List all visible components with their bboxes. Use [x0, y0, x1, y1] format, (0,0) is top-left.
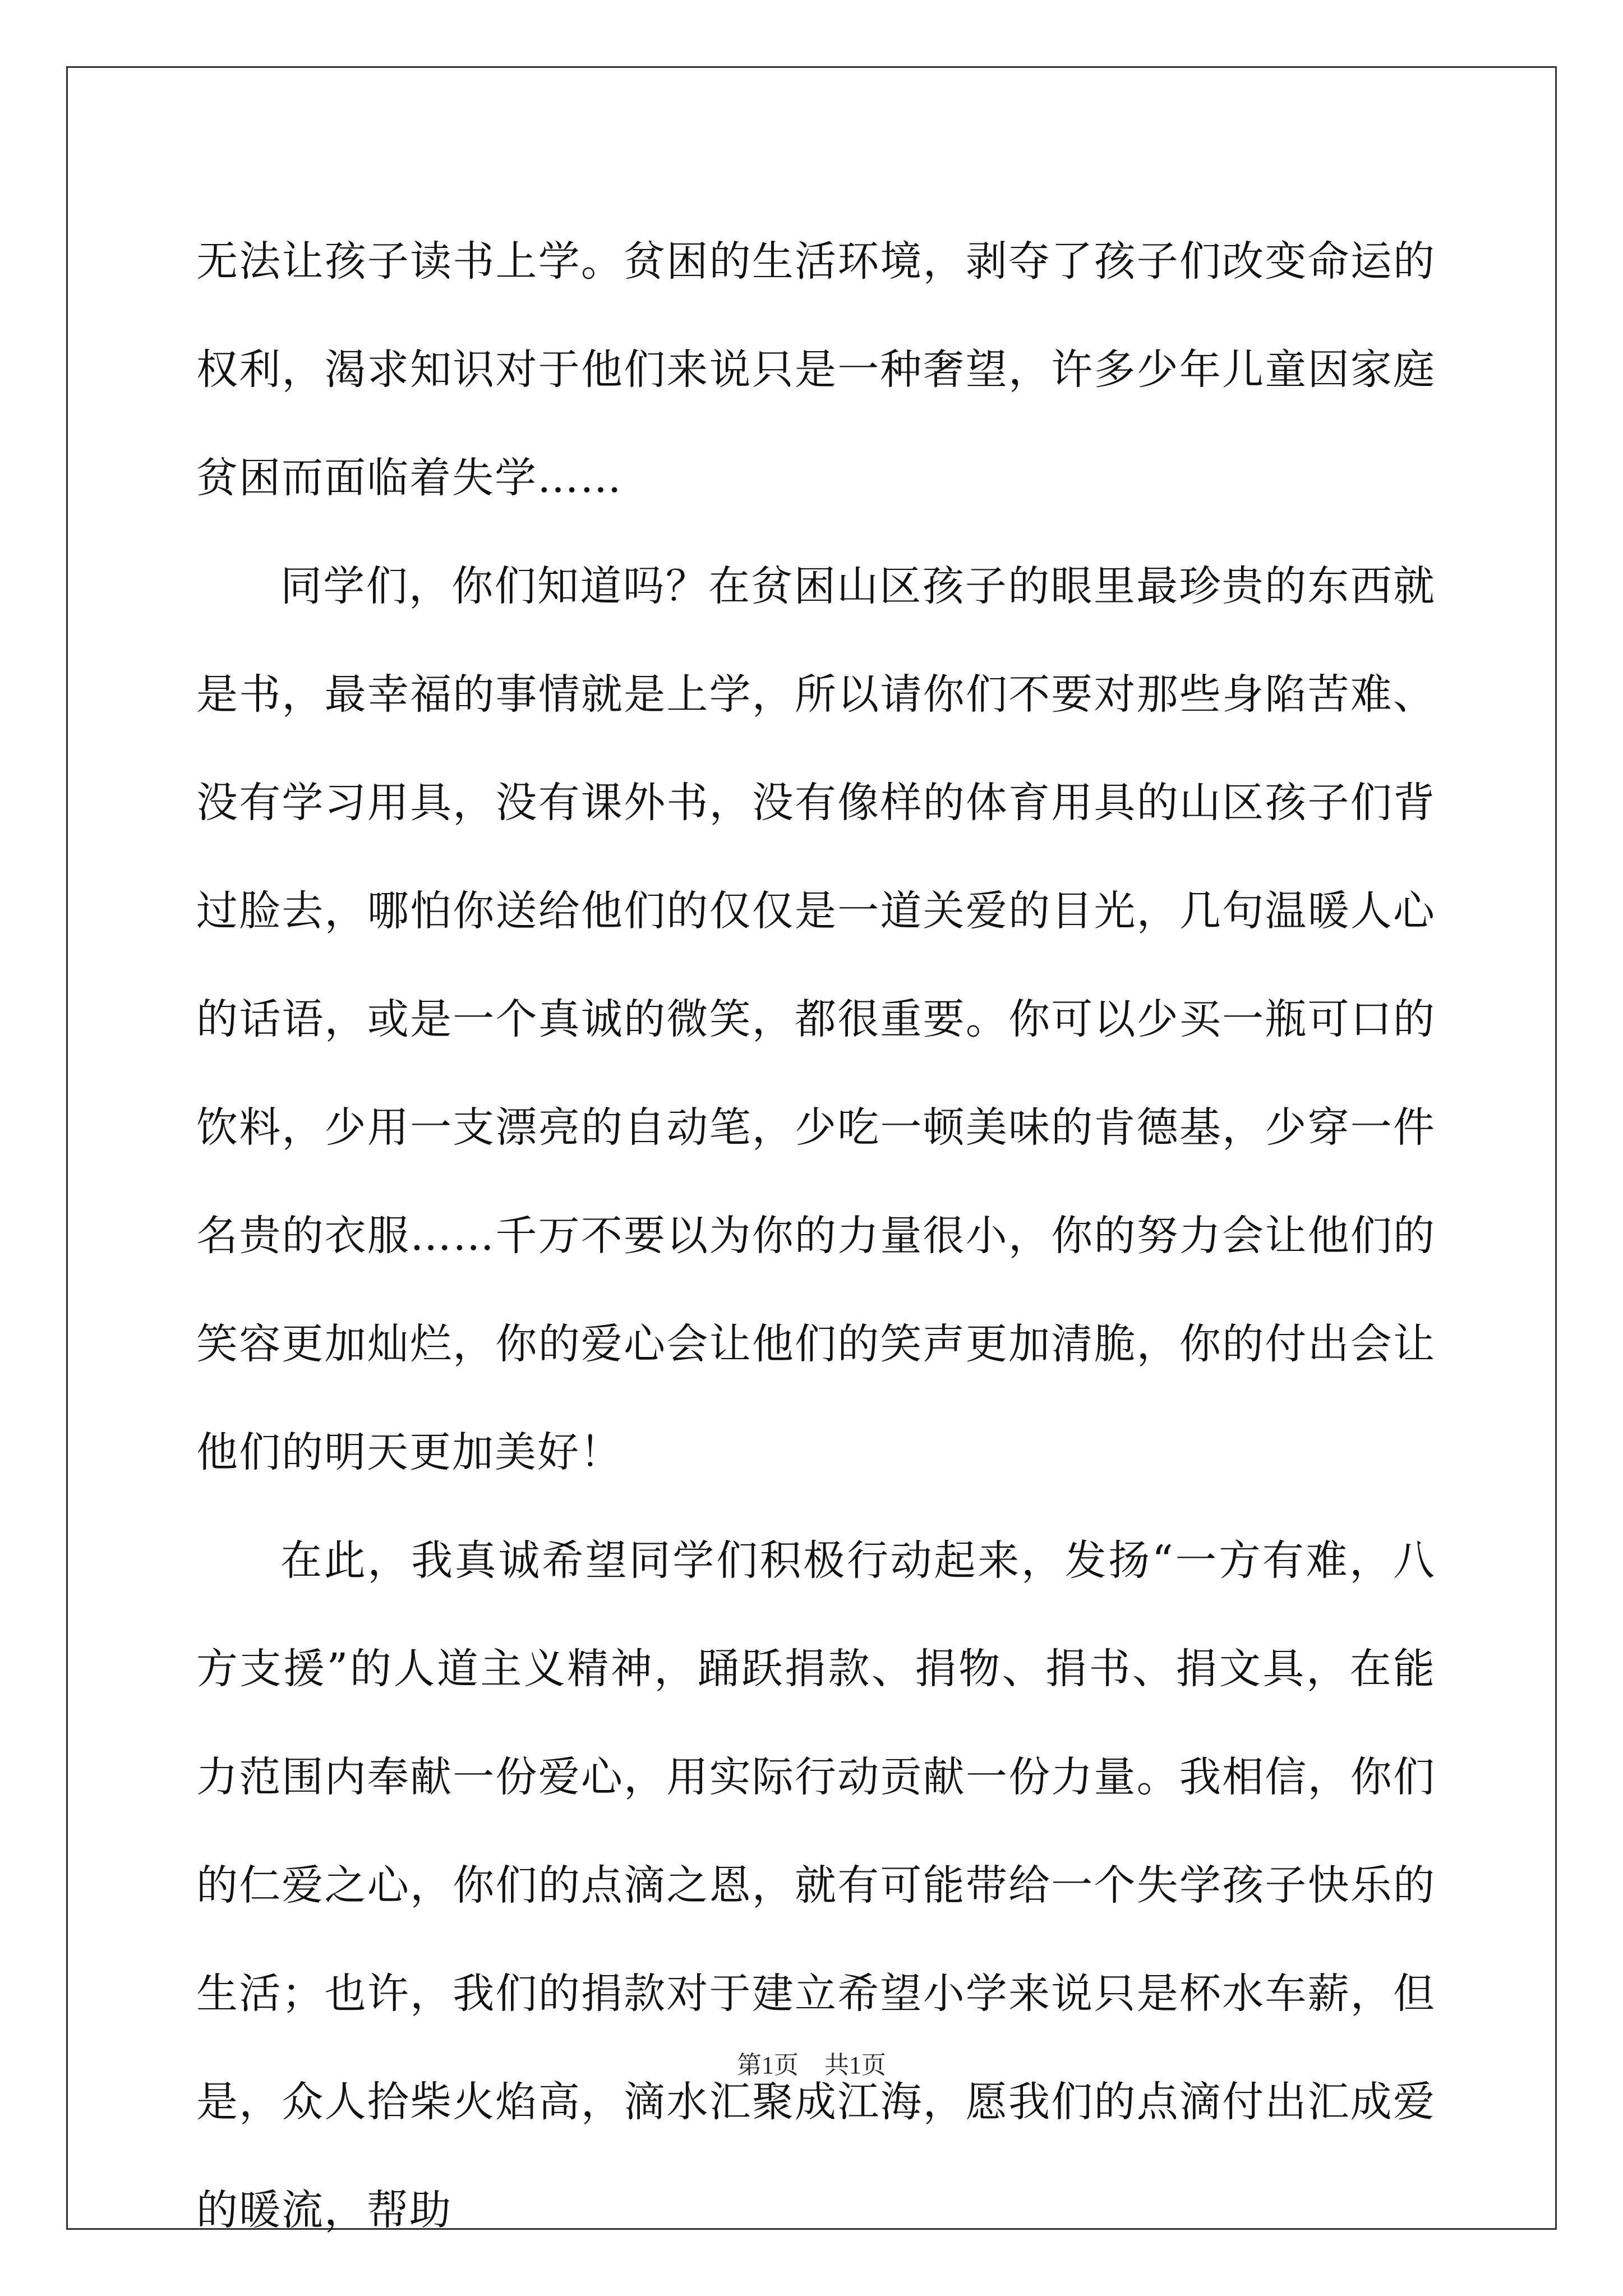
paragraph: 同学们，你们知道吗？在贫困山区孩子的眼里最珍贵的东西就是书，最幸福的事情就是上学，所以请你们不要对那些身陷苦难、没有学习用具，没有课外书，没有像样的体育用具的山区孩子们背过脸去，哪怕你送给他们的仅仅是一道关爱的目光，几句温暖人心的话语，或是一个真诚的微笑，都很重要。你可以少买一瓶可口的饮料，少用一支漂亮的自动笔，少吃一顿美味的肯德基，少穿一件名贵的衣服……千万不要以为你的力量很小，你的努力会让他们的笑容更加灿烂，你的爱心会让他们的笑声更加清脆，你的付出会让他们的明天更加美好！ [196, 562, 1436, 1476]
page-number: 第1页 [737, 2051, 799, 2079]
paragraph: 无法让孩子读书上学。贫困的生活环境，剥夺了孩子们改变命运的权利，渴求知识对于他们来说只是一种奢望，许多少年儿童因家庭贫困而面临着失学…… [196, 237, 1436, 502]
paragraph: 在此，我真诚希望同学们积极行动起来，发扬“一方有难，八方支援”的人道主义精神，踊跃捐款、捐物、捐书、捐文具，在能力范围内奉献一份爱心，用实际行动贡献一份力量。我相信，你们的仁爱之心，你们的点滴之恩，就有可能带给一个失学孩子快乐的生活；也许，我们的捐款对于建立希望小学来说只是杯水车薪，但是，众人拾柴火焰高，滴水汇聚成江海，愿我们的点滴付出汇成爱的暖流，帮助 [196, 1536, 1436, 2234]
page-footer [0, 2045, 1623, 2081]
page-total: 共1页 [824, 2051, 886, 2079]
document-body [196, 208, 1436, 2265]
